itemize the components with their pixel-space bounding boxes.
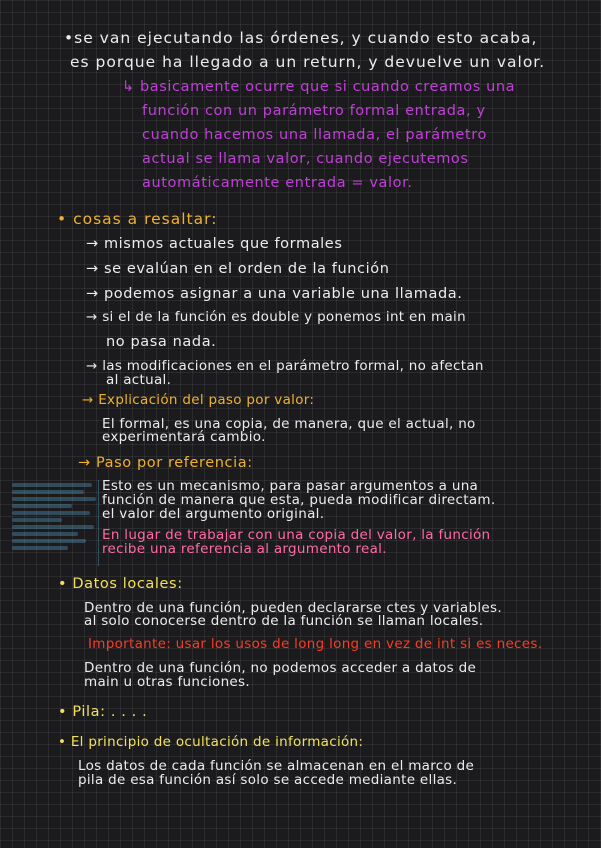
note-line-cosas-7: al actual. (106, 372, 172, 388)
note-line-basic-3: cuando hacemos una llamada, el parámetro (142, 127, 487, 143)
note-line-cosas-3: → podemos asignar a una variable una llamada. (86, 286, 463, 302)
note-line-valor-title: → Explicación del paso por valor: (82, 392, 315, 408)
note-line-basic-1: ↳ basicamente ocurre que si cuando creamos una (122, 79, 516, 95)
note-line-datos-4: Dentro de una función, no podemos acceder a datos de (84, 660, 477, 676)
note-line-cosas-5: no pasa nada. (106, 334, 217, 350)
note-line-princ-title: • El principio de ocultación de información: (58, 734, 364, 750)
note-line-cosas-title: • cosas a resaltar: (57, 210, 218, 228)
note-line-valor-1: El formal, es una copia, de manera, que el actual, no (102, 416, 476, 432)
note-line-basic-4: actual se llama valor, cuando ejecutemos (142, 151, 469, 167)
note-line-datos-1: Dentro de una función, pueden declararse ctes y variables. (84, 600, 502, 616)
note-line-princ-1: Los datos de cada función se almacenan en el marco de (78, 758, 475, 774)
note-line-datos-title: • Datos locales: (58, 576, 183, 592)
note-line-princ-2: pila de esa función así solo se accede mediante ellas. (78, 772, 458, 788)
margin-note-scribble (12, 480, 99, 566)
note-line-ref-1: Esto es un mecanismo, para pasar argumentos a una (102, 478, 479, 494)
note-line-pila-title: • Pila: . . . . (58, 704, 148, 720)
note-line-ref-5: recibe una referencia al argumento real. (102, 541, 387, 557)
note-line-cosas-6: → las modificaciones en el parámetro formal, no afectan (86, 358, 484, 374)
note-line-datos-5: main u otras funciones. (84, 674, 250, 690)
note-line-ref-title: → Paso por referencia: (78, 455, 253, 471)
note-line-ejec-1: •se van ejecutando las órdenes, y cuando esto acaba, (64, 29, 538, 47)
note-line-basic-5: automáticamente entrada = valor. (142, 175, 413, 191)
note-line-cosas-4: → si el de la función es double y ponemos int en main (86, 309, 466, 325)
note-line-cosas-1: → mismos actuales que formales (86, 236, 343, 252)
note-line-basic-2: función con un parámetro formal entrada, y (142, 103, 486, 119)
note-line-ref-4: En lugar de trabajar con una copia del valor, la función (102, 527, 491, 543)
note-line-ref-3: el valor del argumento original. (102, 506, 325, 522)
note-line-valor-2: experimentará cambio. (102, 429, 266, 445)
note-line-datos-2: al solo conocerse dentro de la función se llaman locales. (84, 613, 484, 629)
note-line-cosas-2: → se evalúan en el orden de la función (86, 261, 390, 277)
note-line-ejec-2: es porque ha llegado a un return, y devuelve un valor. (70, 53, 546, 71)
note-line-datos-3: Importante: usar los usos de long long en vez de int si es neces. (88, 636, 543, 652)
note-line-ref-2: función de manera que esta, pueda modificar directam. (102, 492, 496, 508)
